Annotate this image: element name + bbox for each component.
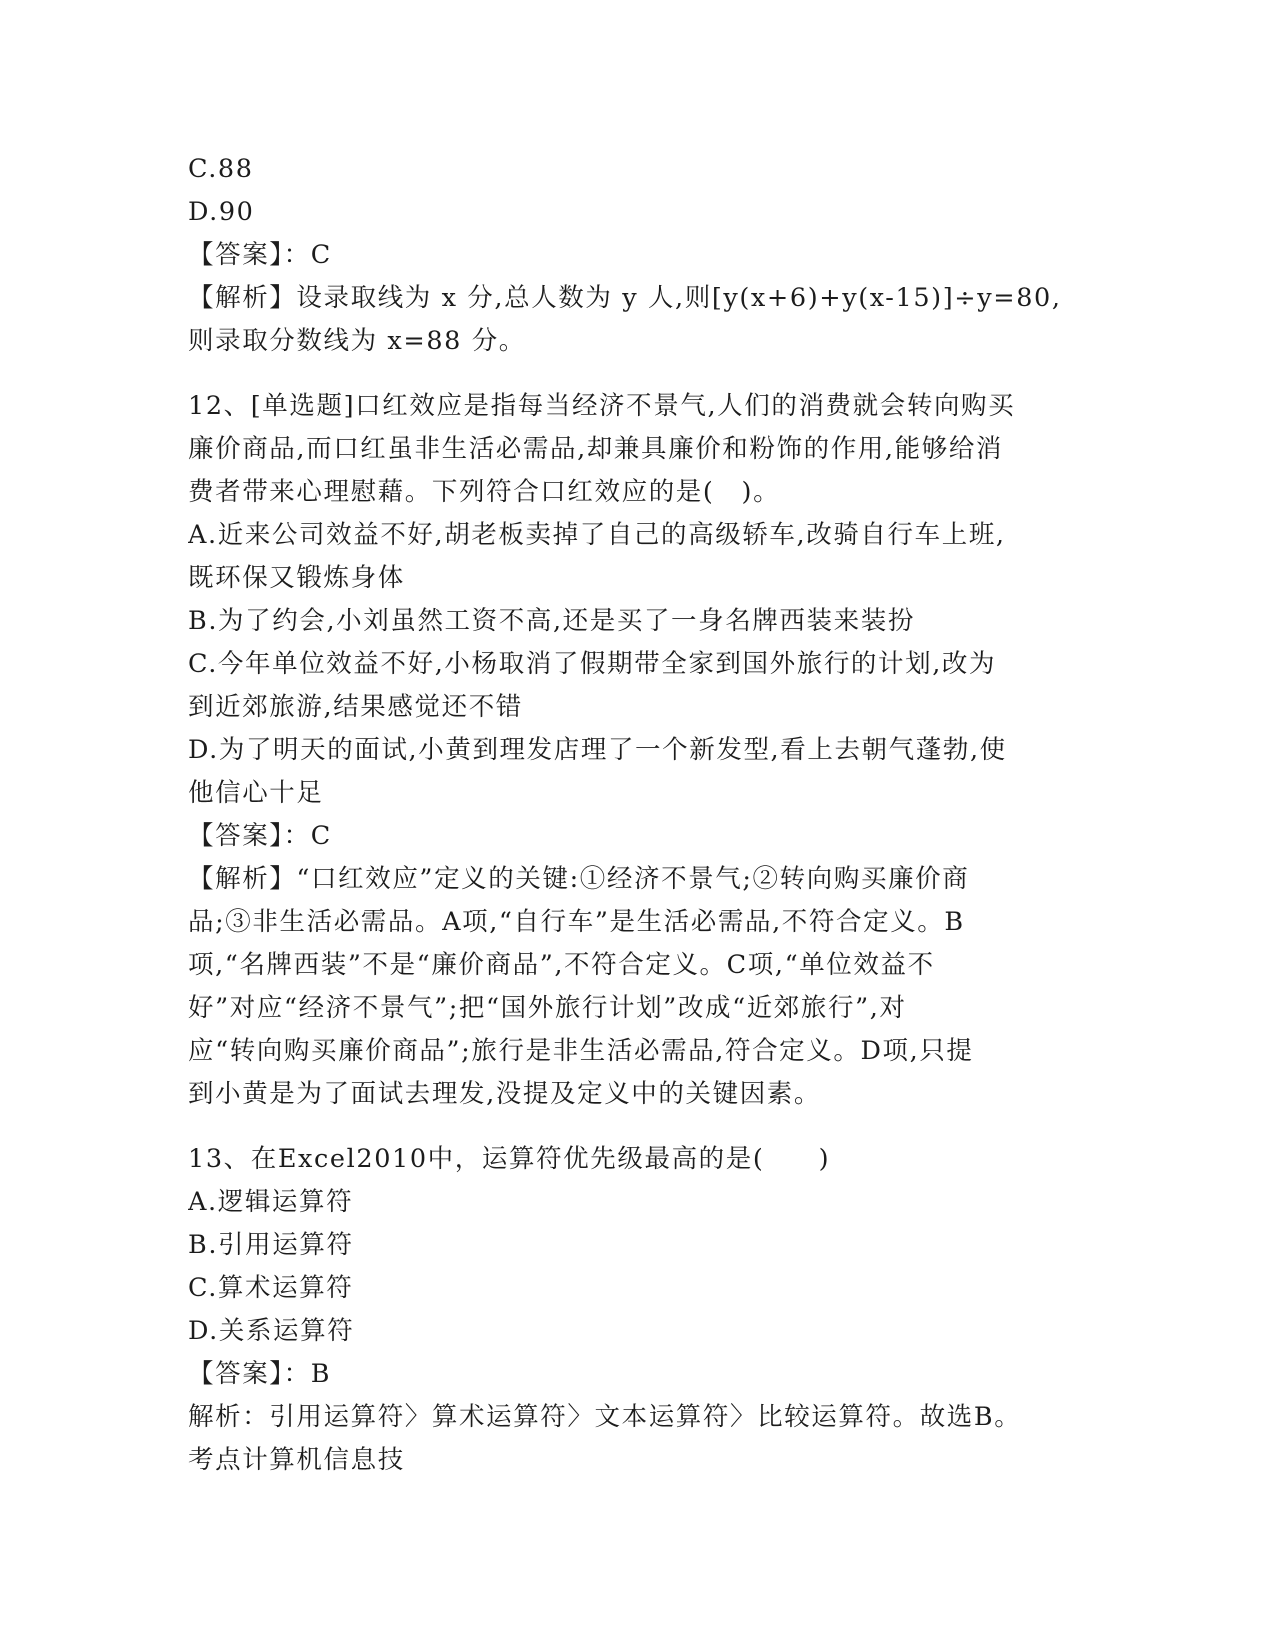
question-stem-line: 廉价商品,而口红虽非生活必需品,却兼具廉价和粉饰的作用,能够给消 bbox=[188, 434, 1004, 464]
answer: 【答案】：B bbox=[188, 1359, 332, 1389]
analysis-line: 则录取分数线为 x=88 分。 bbox=[188, 326, 526, 356]
option-a: A.逻辑运算符 bbox=[188, 1187, 354, 1217]
analysis-line: 到小黄是为了面试去理发,没提及定义中的关键因素。 bbox=[188, 1079, 822, 1109]
question-stem-line: 12、[单选题]口红效应是指每当经济不景气,人们的消费就会转向购买 bbox=[188, 391, 1016, 421]
option-c-line: C.今年单位效益不好,小杨取消了假期带全家到国外旅行的计划,改为 bbox=[188, 649, 997, 679]
analysis-line: 解析：引用运算符〉算术运算符〉文本运算符〉比较运算符。故选B。 bbox=[188, 1402, 1022, 1432]
answer: 【答案】：C bbox=[188, 240, 332, 270]
question-12 bbox=[188, 385, 1078, 1116]
analysis-line: 应“转向购买廉价商品”;旅行是非生活必需品,符合定义。D项,只提 bbox=[188, 1036, 974, 1066]
option-c-line: 到近郊旅游,结果感觉还不错 bbox=[188, 692, 523, 722]
analysis-line: 【解析】“口红效应”定义的关键:①经济不景气;②转向购买廉价商 bbox=[188, 864, 970, 894]
option-c: C.算术运算符 bbox=[188, 1273, 354, 1303]
option-b: B.引用运算符 bbox=[188, 1230, 354, 1260]
question-stem-line: 费者带来心理慰藉。下列符合口红效应的是( )。 bbox=[188, 477, 781, 507]
option-a-line: A.近来公司效益不好,胡老板卖掉了自己的高级轿车,改骑自行车上班, bbox=[188, 520, 1006, 550]
option-d-line: 他信心十足 bbox=[188, 778, 324, 808]
analysis-line: 项,“名牌西装”不是“廉价商品”,不符合定义。C项,“单位效益不 bbox=[188, 950, 935, 980]
option-d: D.关系运算符 bbox=[188, 1316, 355, 1346]
option-d: D.90 bbox=[188, 197, 255, 227]
analysis-line: 考点计算机信息技 bbox=[188, 1445, 405, 1475]
analysis-line: 品;③非生活必需品。A项,“自行车”是生活必需品,不符合定义。B bbox=[188, 907, 965, 937]
question-13 bbox=[188, 1138, 1078, 1482]
document-page bbox=[188, 148, 1078, 1482]
option-a-line: 既环保又锻炼身体 bbox=[188, 563, 405, 593]
option-d-line: D.为了明天的面试,小黄到理发店理了一个新发型,看上去朝气蓬勃,使 bbox=[188, 735, 1007, 765]
analysis-line: 好”对应“经济不景气”;把“国外旅行计划”改成“近郊旅行”,对 bbox=[188, 993, 907, 1023]
answer: 【答案】：C bbox=[188, 821, 332, 851]
option-b-line: B.为了约会,小刘虽然工资不高,还是买了一身名牌西装来装扮 bbox=[188, 606, 915, 636]
analysis-line: 【解析】设录取线为 x 分,总人数为 y 人,则[y(x+6)+y(x-15)]÷y=80, bbox=[188, 283, 1062, 313]
question-stem-line: 13、在Excel2010中，运算符优先级最高的是( ) bbox=[188, 1144, 831, 1174]
option-c: C.88 bbox=[188, 154, 254, 184]
question-11-tail bbox=[188, 148, 1078, 363]
